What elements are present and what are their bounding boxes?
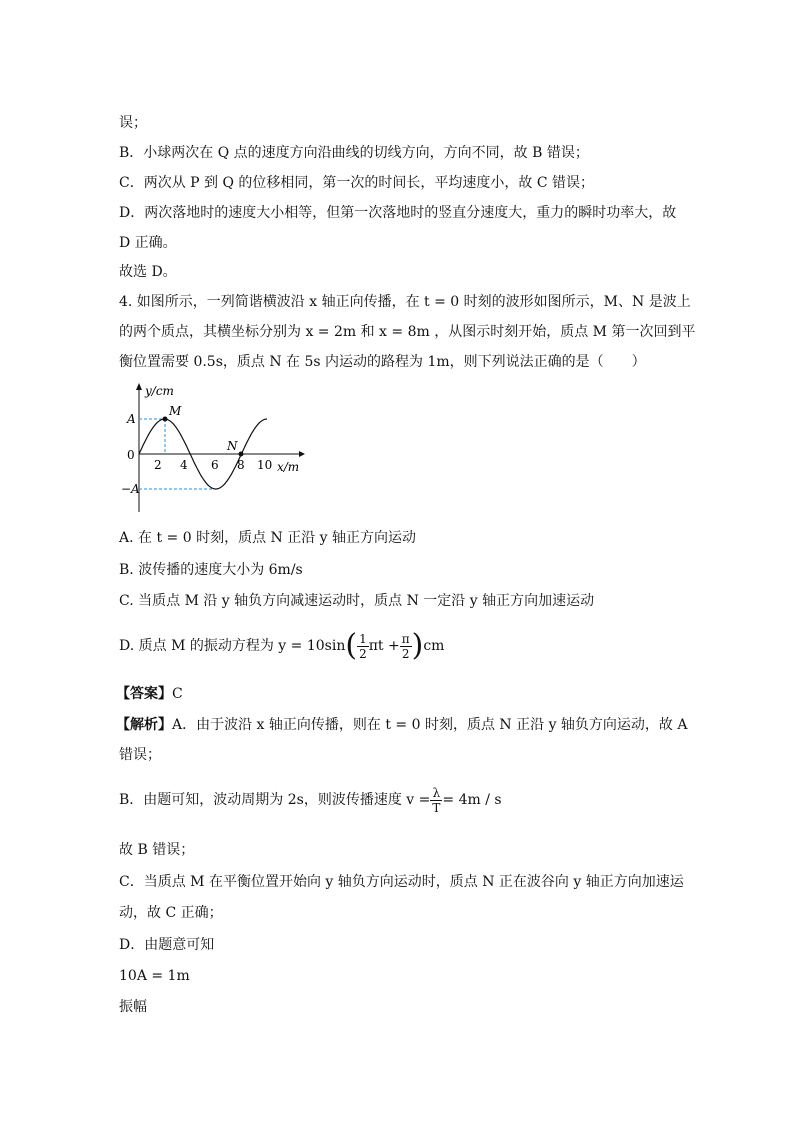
fraction-numerator: λ <box>430 786 442 801</box>
wave-chart <box>119 378 309 518</box>
x-tick-label: 10 <box>257 458 273 472</box>
wave-figure <box>119 378 309 518</box>
fraction <box>430 786 442 815</box>
paren-right: ) <box>411 628 424 663</box>
option-a: A. 在 t = 0 时刻，质点 N 正沿 y 轴正方向运动 <box>119 530 417 546</box>
point-m-marker <box>163 417 168 422</box>
text-line: 振幅 <box>119 999 147 1015</box>
text-line: C．当质点 M 在平衡位置开始向 y 轴负方向运动时，质点 N 正在波谷向 y 轴正方向加速运 <box>119 874 684 890</box>
text-line: C．两次从 P 到 Q 的位移相同，第一次的时间长，平均速度小，故 C 错误； <box>119 175 595 191</box>
explanation-b-result: = 4m / s <box>442 792 502 808</box>
fraction <box>400 632 412 661</box>
paren-left: ( <box>345 628 358 663</box>
text-line: 动，故 C 正确； <box>119 905 223 921</box>
fraction-denominator: T <box>432 800 441 815</box>
explanation-label: 【解析】 <box>116 717 172 733</box>
text-line: 故 B 错误； <box>119 842 195 858</box>
option-d-unit: cm <box>423 638 445 654</box>
fraction-denominator: 2 <box>401 646 410 661</box>
text-line: D．两次落地时的速度大小相等，但第一次落地时的竖直分速度大，重力的瞬时功率大，故 <box>119 205 677 221</box>
question-text: 的两个质点，其横坐标分别为 x = 2m 和 x = 8m ，从图示时刻开始，质点 M 第一次回到平 <box>119 324 696 340</box>
option-d-mid: πt + <box>368 638 400 654</box>
x-tick-label: 4 <box>180 458 188 472</box>
text-line: 错误； <box>119 747 161 763</box>
fraction-denominator: 2 <box>359 646 367 661</box>
x-axis-label: x/m <box>277 460 300 474</box>
explanation-text: A．由于波沿 x 轴正向传播，则在 t = 0 时刻，质点 N 正沿 y 轴负方向运动，故 A <box>172 717 688 733</box>
y-tick-label: −A <box>121 482 140 496</box>
option-d <box>119 626 679 670</box>
option-d-text: D. 质点 M 的振动方程为 y = 10sin <box>119 638 346 654</box>
x-tick-label: 2 <box>154 458 162 472</box>
y-axis-label: y/cm <box>145 384 174 398</box>
x-tick-label: 8 <box>237 458 245 472</box>
equation-line: 10A = 1m <box>119 968 190 984</box>
answer-label: 【答案】 <box>116 686 172 702</box>
option-c: C. 当质点 M 沿 y 轴负方向减速运动时，质点 N 一定沿 y 轴正方向加速运动 <box>119 593 595 609</box>
point-n-marker <box>239 452 244 457</box>
y-axis-arrow <box>136 383 142 390</box>
fraction-numerator: 1 <box>359 631 367 646</box>
answer-line <box>116 684 676 704</box>
x-axis-arrow <box>299 451 305 457</box>
point-m-label: M <box>169 404 182 418</box>
explanation-b <box>119 780 679 824</box>
fraction-numerator: π <box>401 631 410 646</box>
text-line: 故选 D。 <box>119 264 177 280</box>
text-line: D 正确。 <box>119 235 177 251</box>
option-b: B. 波传播的速度大小为 6m/s <box>119 562 303 578</box>
text-line: D．由题意可知 <box>119 937 215 953</box>
fraction <box>357 632 369 661</box>
explanation-b-text: B．由题可知，波动周期为 2s，则波传播速度 v = <box>119 792 431 808</box>
text-line: 误； <box>119 115 147 131</box>
explanation-line <box>116 715 688 735</box>
question-text: 衡位置需要 0.5s，质点 N 在 5s 内运动的路程为 1m，则下列说法正确的是（ ） <box>119 354 646 370</box>
text-line: B．小球两次在 Q 点的速度方向沿曲线的切线方向，方向不同，故 B 错误； <box>119 145 589 161</box>
y-tick-label: 0 <box>127 448 135 462</box>
point-n-label: N <box>227 439 238 453</box>
x-tick-label: 6 <box>211 458 219 472</box>
question-text: 4. 如图所示，一列简谐横波沿 x 轴正向传播，在 t = 0 时刻的波形如图所示，M、N 是波上 <box>119 294 691 310</box>
y-tick-label: A <box>127 412 136 426</box>
answer-value: C <box>172 686 183 702</box>
